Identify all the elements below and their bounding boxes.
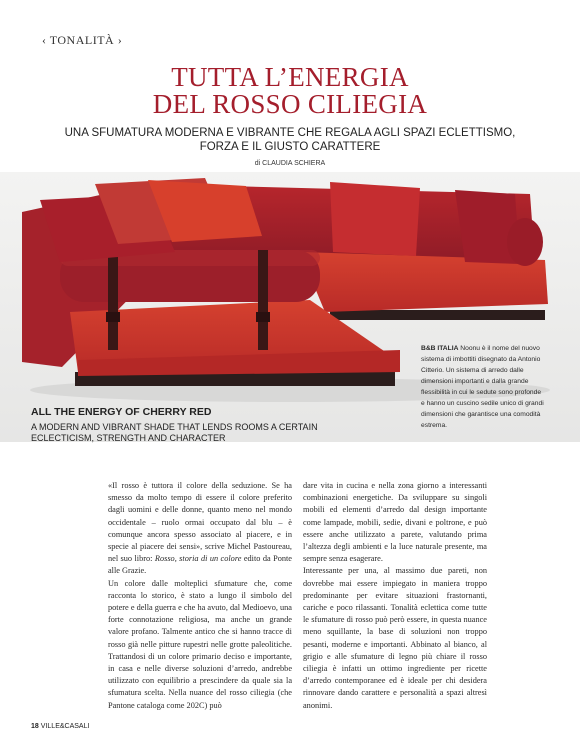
paragraph: Un colore dalle molteplici sfumature che, come racconta lo storico, è stato a lungo il simbolo del potere e della guerra e che ha avuto, dal Medioevo, una forte connotazione religiosa, ma anche un grande valore profano. Talmente antico che si hanno tracce di rosso già nelle pitture rupestri nelle grotte paleolitiche. Trattandosi di un colore primario deciso e importante, in casa e nelle diverse soluzioni d’arredo, andrebbe utilizzato con equilibrio a prescindere da quale sia la sfumatura scelta. Nella nuance del rosso ciliegia (che Pantone cataloga come 202C) può [108,578,292,710]
page-number: 18 [31,723,39,730]
byline: di CLAUDIA SCHIERA [254,160,326,167]
caption-brand: B&B ITALIA [421,345,459,352]
subheadline-line-1: UNA SFUMATURA MODERNA E VIBRANTE CHE REGALA AGLI SPAZI ECLETTISMO, [64,127,516,139]
body-column-left [108,480,292,712]
headline-line-1: TUTTA L’ENERGIA [171,62,409,92]
publisher-text: edito da Ponte alle Grazie. [108,554,292,576]
photo-caption [421,343,545,431]
paragraph: Interessante per una, al massimo due pareti, non dovrebbe mai essere impiegato in maniera troppo predominante per evitare situazioni frastornanti, cariche e poco rilassanti. Tonalità eclettica come tutte le sfumature di rosso può però essere, in questa nuance meno squillante, la base di soluzioni non troppo pesanti, moderne e importanti. Abbinato al bianco, al grigio e alle sfumature di legno più chiare il rosso ciliegia è infatti un ottimo ingrediente per ricette d’arredo contemporanee ed è ideale per chi desidera rinnovare dando carattere e personalità a spazi altresì anonimi. [303,566,487,710]
paragraph: dare vita in cucina e nella zona giorno a interessanti combinazioni energetiche. Da sviluppare su singoli mobili ed elementi d’arredo dal design importante come lampade, mobili, sedie, divani e poltrone, e può essere anche utilizzato a parete, valutando prima l’altezza degli ambienti e la luce naturale presente, ma sempre senza esagerare. [303,481,487,564]
book-title: Rosso, storia di un colore [154,554,242,564]
caption-text: Noonu è il nome del nuovo sistema di imbottiti disegnato da Antonio Citterio. Un sistema di arredo dalle dimensioni importanti e dalla grande flessibilità in cui le sedute sono profonde e hanno un cuscino sedile unico di grandi dimensioni che garantisce una comodità estrema. [421,345,544,429]
subheadline [60,126,520,154]
headline-line-2: DEL ROSSO CILIEGIA [152,89,428,119]
subheadline-line-2: FORZA E IL GIUSTO CARATTERE [199,141,381,153]
english-subtitle-line-1: A MODERN AND VIBRANT SHADE THAT LENDS ROOMS A CERTAIN [31,422,318,432]
quote-text: «Il rosso è tuttora il colore della seduzione. Se ha smesso da molto tempo di essere il colore preferito dagli uomini e delle donne, quanto meno nel mondo occidentale – ruolo ormai occupato dal blu – è comunque ancora spesso associato al piacere, e in specie al piacere dei sensi», scrive Michel Pastoureau, nel suo libro: [108,481,292,564]
page-footer [31,723,89,730]
body-column-right [303,480,487,712]
headline [0,64,580,118]
english-subtitle [31,422,391,444]
paragraph [108,480,292,578]
section-tag: ‹ TONALITÀ › [42,33,123,47]
english-title: ALL THE ENERGY OF CHERRY RED [31,406,212,418]
english-subtitle-line-2: ECLECTICISM, STRENGTH AND CHARACTER [31,433,226,443]
magazine-name: VILLE&CASALI [40,723,90,730]
